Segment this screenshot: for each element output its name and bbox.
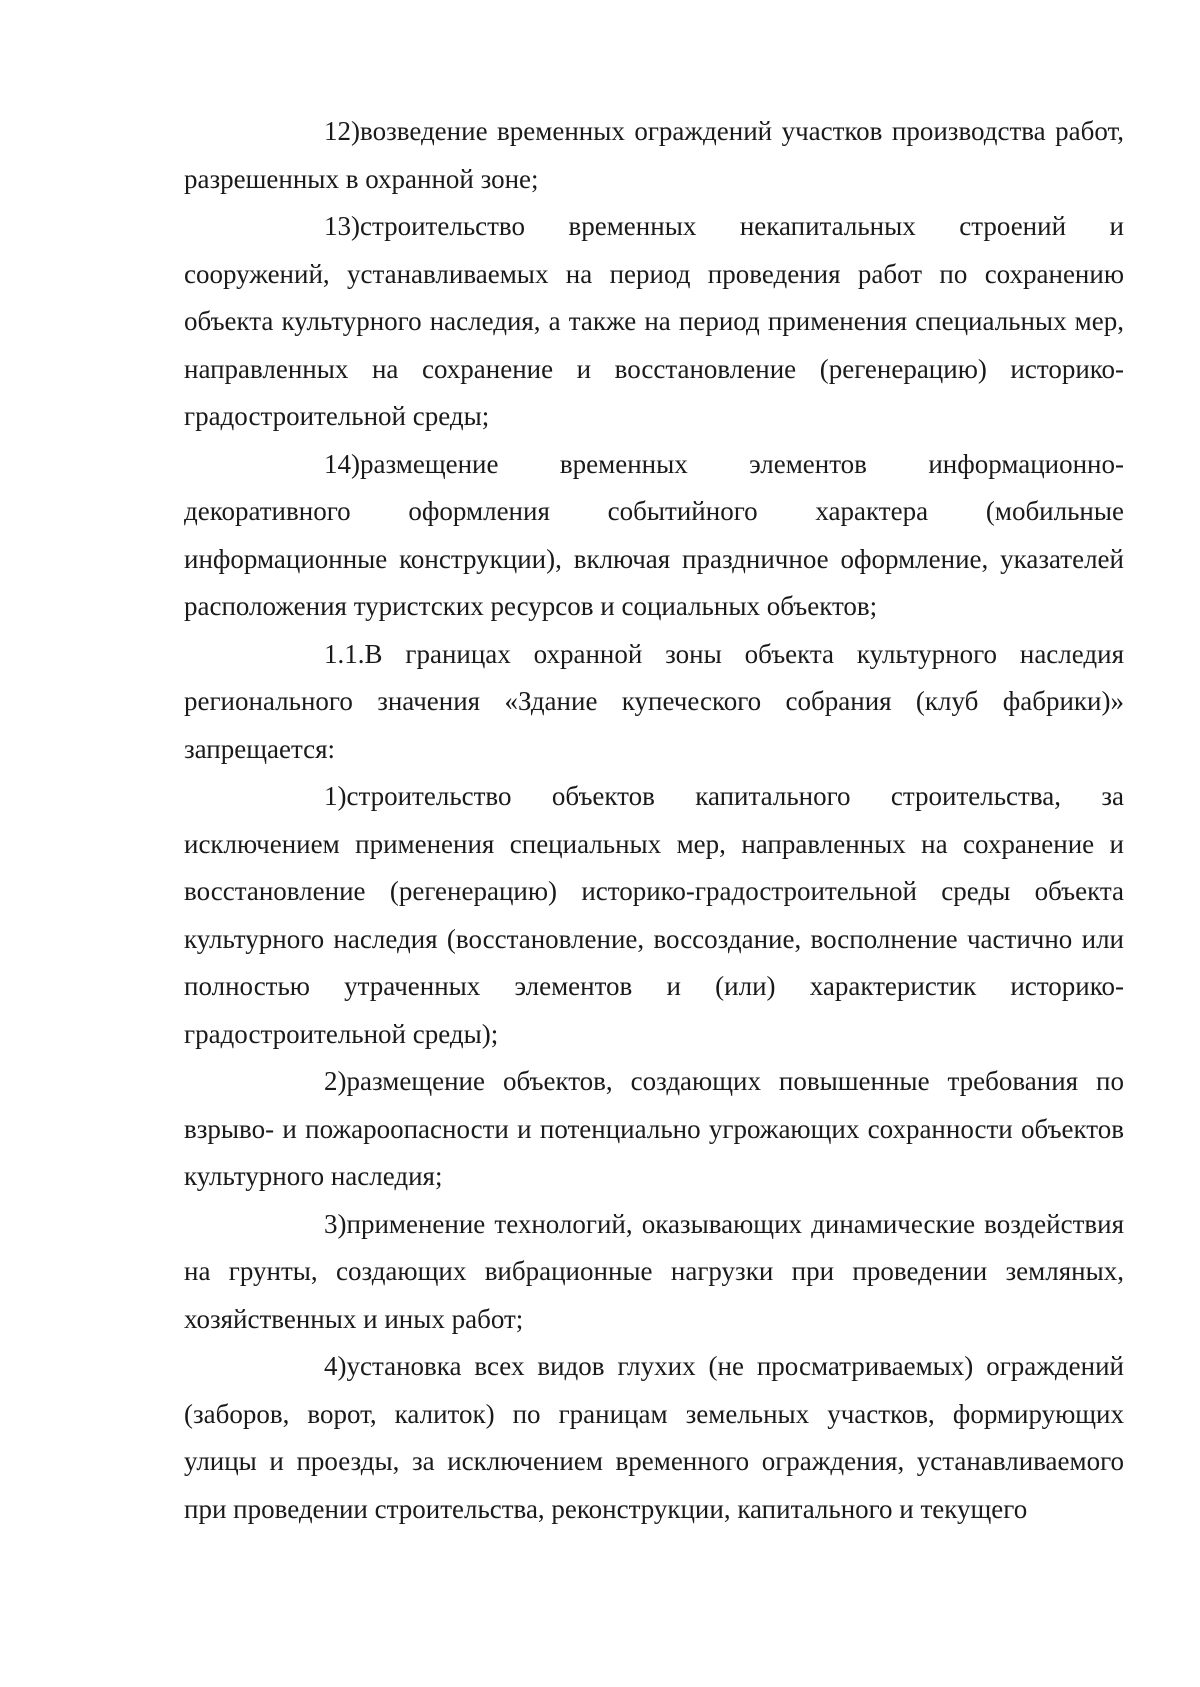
paragraph-number: 12) [324, 116, 360, 146]
paragraph-item-13 [184, 203, 1124, 441]
paragraph-text: размещение объектов, создающих повышенные требования по взрыво- и пожароопасности и потенциально угрожающих сохранности объектов культурного наследия; [184, 1066, 1124, 1191]
paragraph-text: строительство временных некапитальных строений и сооружений, устанавливаемых на период проведения работ по сохранению объекта культурного наследия, а также на период применения специальных мер, направленных на сохранение и восстановление (регенерацию) историко-градостроительной среды; [184, 211, 1124, 431]
paragraph-item-14 [184, 441, 1124, 631]
paragraph-number: 2) [324, 1066, 347, 1096]
paragraph-text: В границах охранной зоны объекта культурного наследия регионального значения «Здание купеческого собрания (клуб фабрики)» запрещается: [184, 638, 1124, 764]
paragraph-text: размещение временных элементов информационно-декоративного оформления событийного характера (мобильные информационные конструкции), включая праздничное оформление, указателей расположения туристских ресурсов и социальных объектов; [184, 448, 1124, 621]
paragraph-section-1-1 [184, 631, 1124, 774]
paragraph-number: 4) [324, 1351, 347, 1381]
document-page [184, 108, 1124, 1533]
paragraph-item-2 [184, 1058, 1124, 1201]
paragraph-number: 3) [324, 1208, 347, 1239]
paragraph-number: 1) [324, 781, 347, 811]
paragraph-number: 14) [324, 448, 360, 479]
paragraph-text: применение технологий, оказывающих динамические воздействия на грунты, создающих вибрационные нагрузки при проведении земляных, хозяйственных и иных работ; [184, 1208, 1124, 1334]
paragraph-item-12 [184, 108, 1124, 203]
paragraph-item-4 [184, 1343, 1124, 1533]
paragraph-text: возведение временных ограждений участков производства работ, разрешенных в охранной зоне; [184, 116, 1124, 194]
paragraph-number: 1.1. [324, 638, 365, 669]
paragraph-text: строительство объектов капитального строительства, за исключением применения специальных мер, направленных на сохранение и восстановление (регенерацию) историко-градостроительной среды объекта культурного наследия (восстановление, воссоздание, восполнение частично или полностью утраченных элементов и (или) характеристик историко-градостроительной среды); [184, 781, 1124, 1049]
paragraph-item-3 [184, 1201, 1124, 1344]
paragraph-text: установка всех видов глухих (не просматриваемых) ограждений (заборов, ворот, калиток) по границам земельных участков, формирующих улицы и проезды, за исключением временного ограждения, устанавливаемого при проведении строительства, реконструкции, капитального и текущего [184, 1351, 1124, 1524]
paragraph-number: 13) [324, 211, 360, 241]
paragraph-item-1 [184, 773, 1124, 1058]
